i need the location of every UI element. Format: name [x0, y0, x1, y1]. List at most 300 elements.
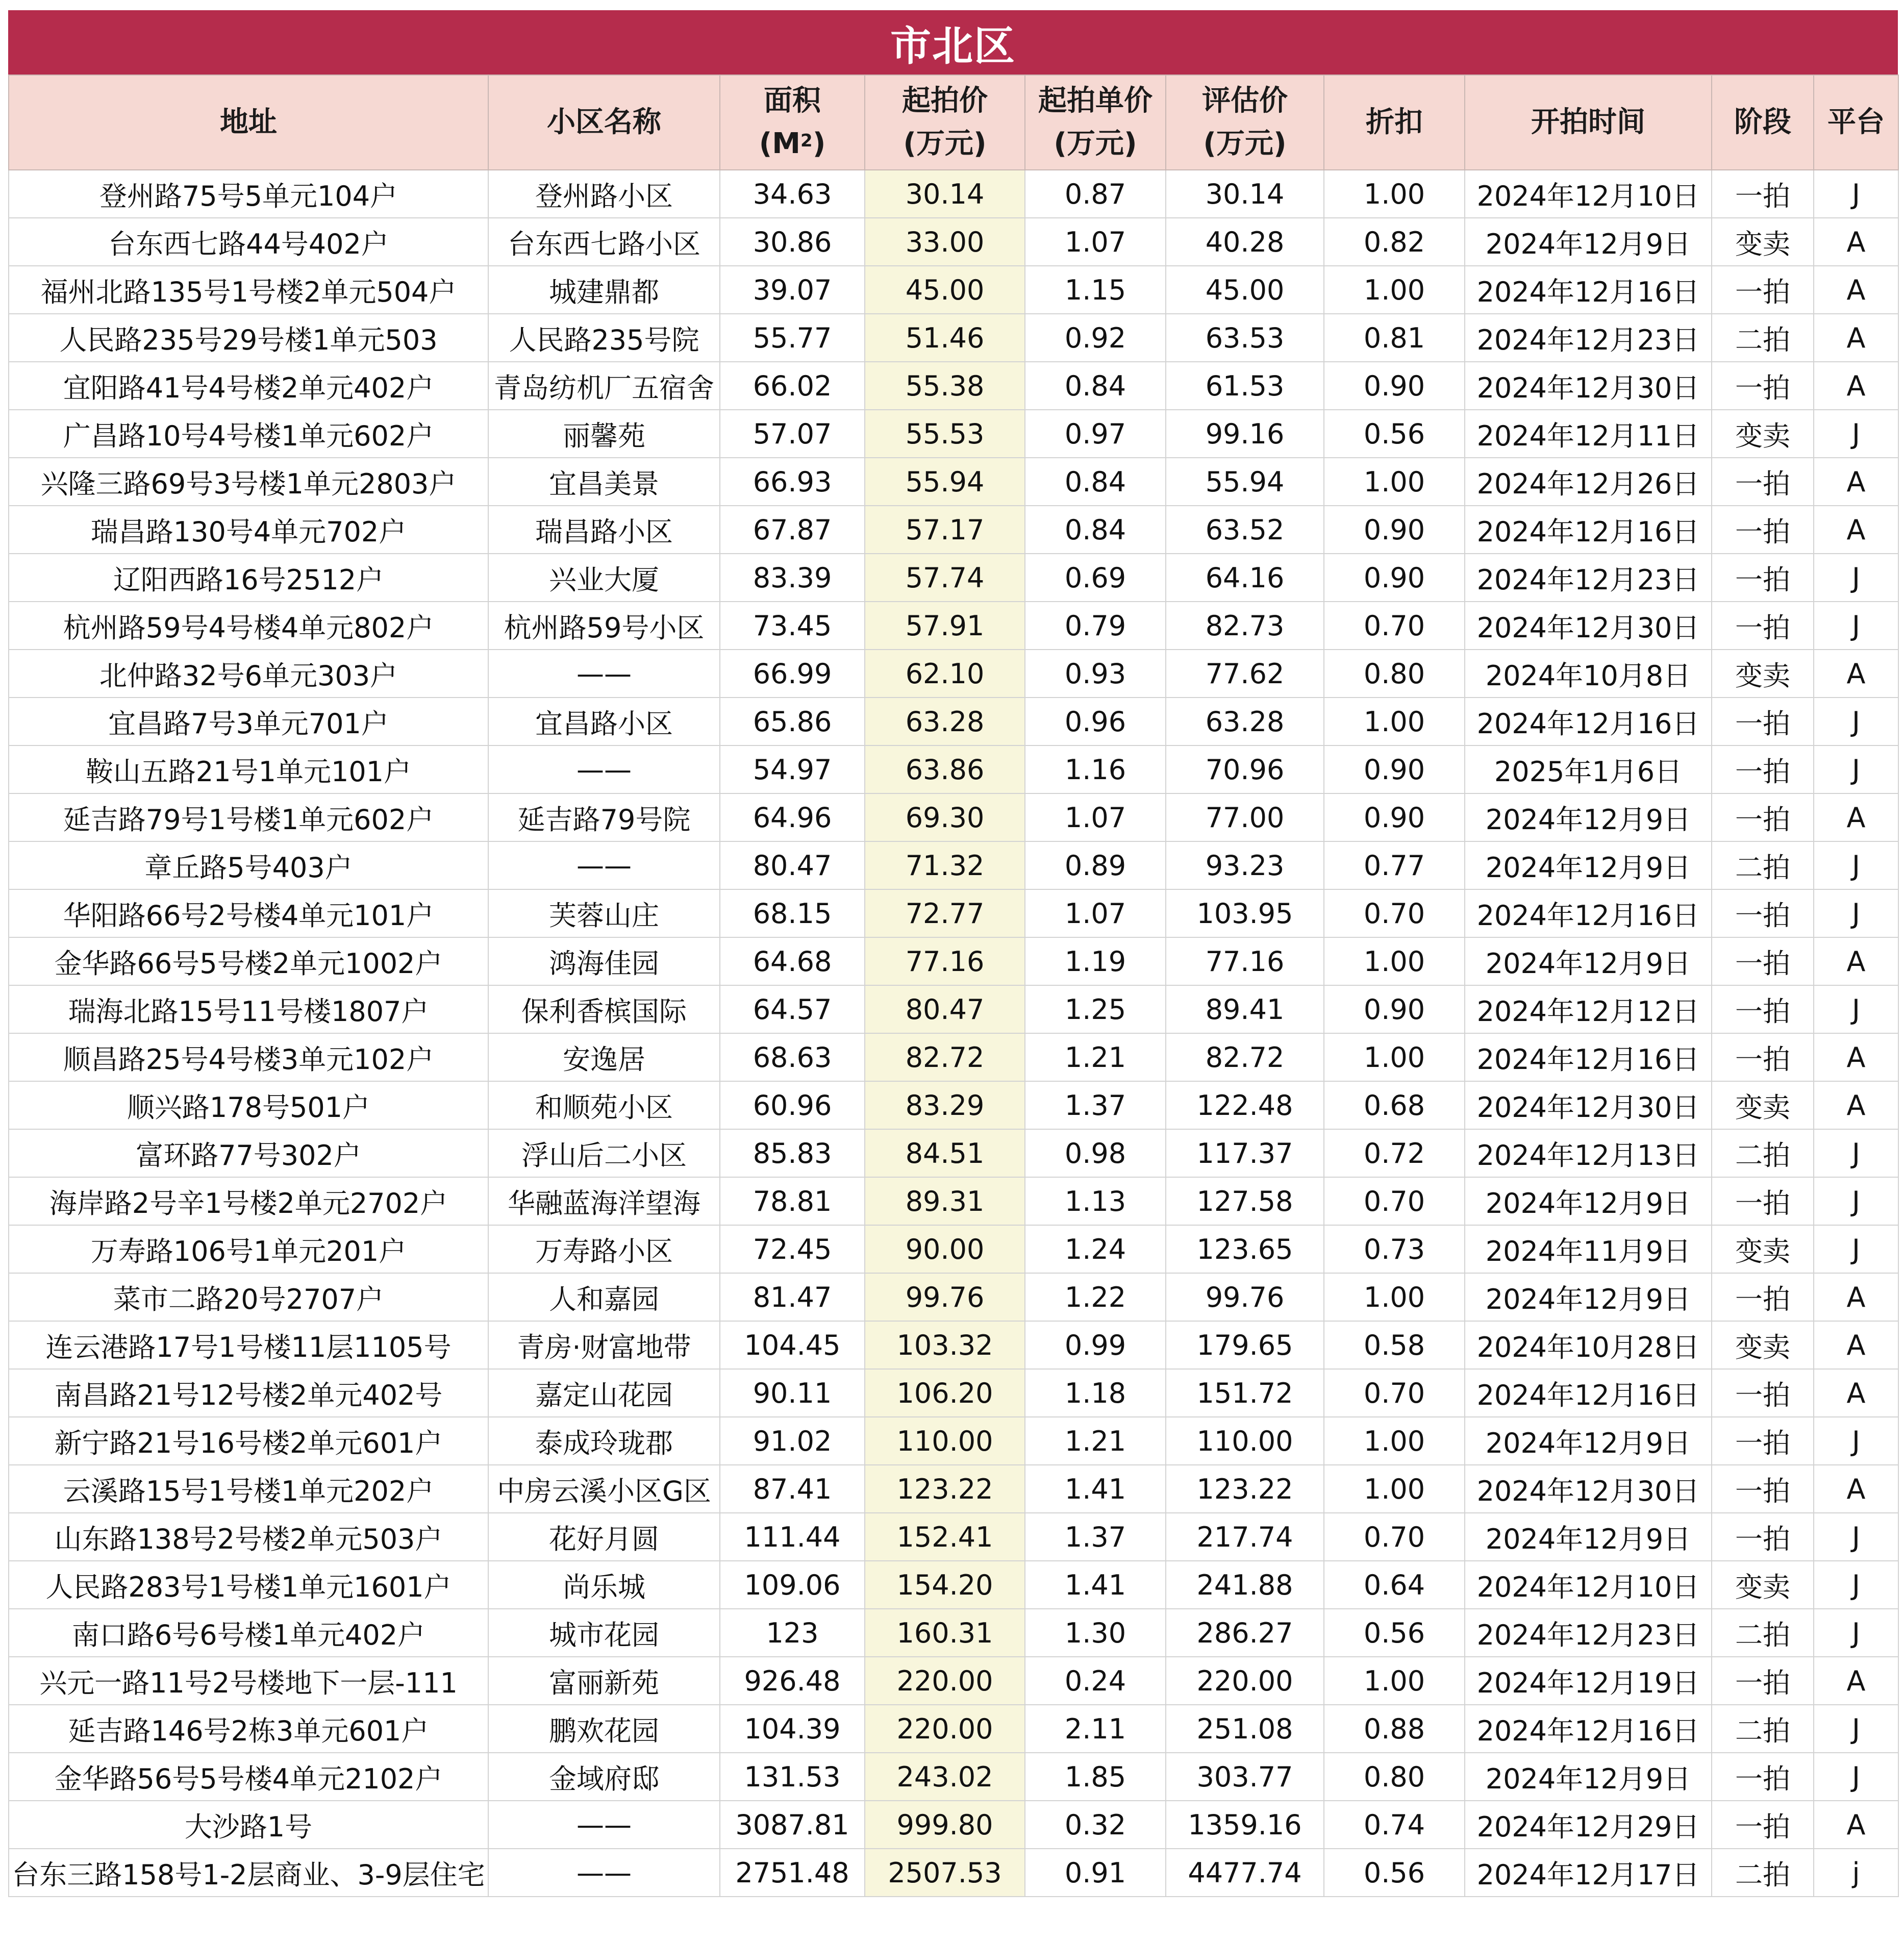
cell-appraisal[interactable]: 99.76: [1166, 1273, 1324, 1321]
cell-discount[interactable]: 0.90: [1324, 554, 1465, 602]
cell-start-price[interactable]: 77.16: [865, 937, 1025, 985]
cell-area[interactable]: 66.93: [720, 458, 865, 506]
cell-stage[interactable]: 一拍: [1712, 362, 1814, 410]
cell-stage[interactable]: 一拍: [1712, 937, 1814, 985]
cell-address[interactable]: 章丘路5号403户: [9, 841, 488, 889]
cell-area[interactable]: 87.41: [720, 1465, 865, 1513]
cell-start-time[interactable]: 2024年12月30日: [1465, 1081, 1712, 1129]
cell-address[interactable]: 大沙路1号: [9, 1801, 488, 1849]
cell-discount[interactable]: 0.70: [1324, 1177, 1465, 1225]
header-area[interactable]: 面积 $(M^2)$: [720, 75, 865, 170]
cell-area[interactable]: 78.81: [720, 1177, 865, 1225]
cell-address[interactable]: 北仲路32号6单元303户: [9, 650, 488, 698]
cell-address[interactable]: 连云港路17号1号楼11层1105号: [9, 1321, 488, 1369]
cell-stage[interactable]: 一拍: [1712, 745, 1814, 793]
cell-start-price[interactable]: 57.17: [865, 506, 1025, 554]
cell-unit-price[interactable]: 1.22: [1025, 1273, 1166, 1321]
cell-area[interactable]: 90.11: [720, 1369, 865, 1417]
cell-community[interactable]: 尚乐城: [488, 1561, 720, 1609]
cell-area[interactable]: 104.39: [720, 1705, 865, 1753]
cell-platform[interactable]: J: [1814, 170, 1898, 218]
cell-discount[interactable]: 0.58: [1324, 1321, 1465, 1369]
cell-appraisal[interactable]: 220.00: [1166, 1657, 1324, 1705]
cell-start-price[interactable]: 999.80: [865, 1801, 1025, 1849]
cell-start-price[interactable]: 99.76: [865, 1273, 1025, 1321]
cell-community[interactable]: 万寿路小区: [488, 1225, 720, 1273]
cell-start-time[interactable]: 2024年12月9日: [1465, 841, 1712, 889]
cell-unit-price[interactable]: 0.93: [1025, 650, 1166, 698]
cell-platform[interactable]: A: [1814, 650, 1898, 698]
cell-stage[interactable]: 变卖: [1712, 410, 1814, 458]
cell-address[interactable]: 登州路75号5单元104户: [9, 170, 488, 218]
cell-discount[interactable]: 0.56: [1324, 410, 1465, 458]
cell-discount[interactable]: 0.70: [1324, 1369, 1465, 1417]
cell-area[interactable]: 85.83: [720, 1129, 865, 1177]
cell-address[interactable]: 南昌路21号12号楼2单元402号: [9, 1369, 488, 1417]
cell-unit-price[interactable]: 1.07: [1025, 793, 1166, 841]
cell-unit-price[interactable]: 0.92: [1025, 314, 1166, 362]
cell-appraisal[interactable]: 151.72: [1166, 1369, 1324, 1417]
cell-stage[interactable]: 二拍: [1712, 1609, 1814, 1657]
cell-start-price[interactable]: 62.10: [865, 650, 1025, 698]
cell-unit-price[interactable]: 0.69: [1025, 554, 1166, 602]
cell-stage[interactable]: 一拍: [1712, 1753, 1814, 1801]
cell-unit-price[interactable]: 0.99: [1025, 1321, 1166, 1369]
cell-discount[interactable]: 0.80: [1324, 1753, 1465, 1801]
cell-start-time[interactable]: 2024年12月10日: [1465, 170, 1712, 218]
cell-appraisal[interactable]: 45.00: [1166, 266, 1324, 314]
cell-area[interactable]: 926.48: [720, 1657, 865, 1705]
cell-appraisal[interactable]: 117.37: [1166, 1129, 1324, 1177]
cell-start-time[interactable]: 2024年12月30日: [1465, 362, 1712, 410]
cell-platform[interactable]: J: [1814, 1225, 1898, 1273]
cell-appraisal[interactable]: 70.96: [1166, 745, 1324, 793]
header-community[interactable]: 小区名称: [488, 75, 720, 170]
cell-start-price[interactable]: 71.32: [865, 841, 1025, 889]
header-start-time[interactable]: 开拍时间: [1465, 75, 1712, 170]
cell-start-time[interactable]: 2024年12月26日: [1465, 458, 1712, 506]
cell-address[interactable]: 延吉路146号2栋3单元601户: [9, 1705, 488, 1753]
cell-platform[interactable]: J: [1814, 602, 1898, 650]
cell-start-price[interactable]: 154.20: [865, 1561, 1025, 1609]
cell-address[interactable]: 南口路6号6号楼1单元402户: [9, 1609, 488, 1657]
cell-community[interactable]: 青岛纺机厂五宿舍: [488, 362, 720, 410]
cell-appraisal[interactable]: 82.73: [1166, 602, 1324, 650]
cell-start-time[interactable]: 2024年12月16日: [1465, 1369, 1712, 1417]
cell-community[interactable]: 人和嘉园: [488, 1273, 720, 1321]
cell-address[interactable]: 鞍山五路21号1单元101户: [9, 745, 488, 793]
cell-platform[interactable]: J: [1814, 554, 1898, 602]
cell-discount[interactable]: 0.73: [1324, 1225, 1465, 1273]
cell-appraisal[interactable]: 55.94: [1166, 458, 1324, 506]
cell-stage[interactable]: 一拍: [1712, 554, 1814, 602]
cell-community[interactable]: 延吉路79号院: [488, 793, 720, 841]
cell-unit-price[interactable]: 0.97: [1025, 410, 1166, 458]
cell-area[interactable]: 68.63: [720, 1033, 865, 1081]
cell-start-price[interactable]: 72.77: [865, 889, 1025, 937]
cell-discount[interactable]: 0.64: [1324, 1561, 1465, 1609]
cell-appraisal[interactable]: 99.16: [1166, 410, 1324, 458]
cell-start-price[interactable]: 243.02: [865, 1753, 1025, 1801]
cell-community[interactable]: 城市花园: [488, 1609, 720, 1657]
cell-discount[interactable]: 0.82: [1324, 218, 1465, 266]
cell-discount[interactable]: 0.77: [1324, 841, 1465, 889]
header-stage[interactable]: 阶段: [1712, 75, 1814, 170]
cell-appraisal[interactable]: 61.53: [1166, 362, 1324, 410]
cell-stage[interactable]: 一拍: [1712, 985, 1814, 1033]
cell-platform[interactable]: A: [1814, 1801, 1898, 1849]
cell-address[interactable]: 人民路235号29号楼1单元503: [9, 314, 488, 362]
cell-start-time[interactable]: 2024年11月9日: [1465, 1225, 1712, 1273]
cell-discount[interactable]: 0.70: [1324, 1513, 1465, 1561]
cell-address[interactable]: 延吉路79号1号楼1单元602户: [9, 793, 488, 841]
cell-discount[interactable]: 0.90: [1324, 362, 1465, 410]
cell-area[interactable]: 30.86: [720, 218, 865, 266]
cell-stage[interactable]: 一拍: [1712, 170, 1814, 218]
cell-start-price[interactable]: 69.30: [865, 793, 1025, 841]
cell-area[interactable]: 83.39: [720, 554, 865, 602]
cell-area[interactable]: 91.02: [720, 1417, 865, 1465]
cell-address[interactable]: 台东西七路44号402户: [9, 218, 488, 266]
cell-appraisal[interactable]: 89.41: [1166, 985, 1324, 1033]
cell-stage[interactable]: 变卖: [1712, 218, 1814, 266]
cell-start-time[interactable]: 2024年12月9日: [1465, 1513, 1712, 1561]
cell-discount[interactable]: 0.70: [1324, 602, 1465, 650]
cell-area[interactable]: 34.63: [720, 170, 865, 218]
cell-discount[interactable]: 0.90: [1324, 506, 1465, 554]
cell-platform[interactable]: A: [1814, 793, 1898, 841]
cell-start-price[interactable]: 90.00: [865, 1225, 1025, 1273]
cell-community[interactable]: 鹏欢花园: [488, 1705, 720, 1753]
cell-unit-price[interactable]: 1.21: [1025, 1417, 1166, 1465]
cell-community[interactable]: 保利香槟国际: [488, 985, 720, 1033]
cell-unit-price[interactable]: 1.13: [1025, 1177, 1166, 1225]
cell-platform[interactable]: A: [1814, 1465, 1898, 1513]
cell-address[interactable]: 辽阳西路16号2512户: [9, 554, 488, 602]
cell-discount[interactable]: 0.90: [1324, 745, 1465, 793]
cell-stage[interactable]: 一拍: [1712, 1657, 1814, 1705]
cell-unit-price[interactable]: 0.91: [1025, 1849, 1166, 1897]
cell-address[interactable]: 富环路77号302户: [9, 1129, 488, 1177]
cell-platform[interactable]: J: [1814, 1417, 1898, 1465]
cell-stage[interactable]: 一拍: [1712, 1369, 1814, 1417]
cell-start-time[interactable]: 2024年12月9日: [1465, 1417, 1712, 1465]
cell-start-time[interactable]: 2024年12月30日: [1465, 1465, 1712, 1513]
cell-stage[interactable]: 一拍: [1712, 506, 1814, 554]
cell-appraisal[interactable]: 127.58: [1166, 1177, 1324, 1225]
cell-address[interactable]: 新宁路21号16号楼2单元601户: [9, 1417, 488, 1465]
cell-address[interactable]: 金华路66号5号楼2单元1002户: [9, 937, 488, 985]
cell-start-time[interactable]: 2024年12月9日: [1465, 793, 1712, 841]
cell-stage[interactable]: 一拍: [1712, 1513, 1814, 1561]
cell-area[interactable]: 64.68: [720, 937, 865, 985]
cell-start-price[interactable]: 55.53: [865, 410, 1025, 458]
cell-community[interactable]: ——: [488, 1801, 720, 1849]
cell-discount[interactable]: 0.74: [1324, 1801, 1465, 1849]
cell-appraisal[interactable]: 93.23: [1166, 841, 1324, 889]
cell-start-time[interactable]: 2024年12月10日: [1465, 1561, 1712, 1609]
cell-community[interactable]: 丽馨苑: [488, 410, 720, 458]
cell-community[interactable]: 泰成玲珑郡: [488, 1417, 720, 1465]
cell-start-price[interactable]: 55.38: [865, 362, 1025, 410]
cell-unit-price[interactable]: 1.24: [1025, 1225, 1166, 1273]
cell-unit-price[interactable]: 1.07: [1025, 218, 1166, 266]
cell-community[interactable]: 安逸居: [488, 1033, 720, 1081]
cell-start-time[interactable]: 2024年12月11日: [1465, 410, 1712, 458]
cell-appraisal[interactable]: 123.22: [1166, 1465, 1324, 1513]
cell-community[interactable]: 嘉定山花园: [488, 1369, 720, 1417]
cell-stage[interactable]: 一拍: [1712, 266, 1814, 314]
cell-start-time[interactable]: 2024年12月23日: [1465, 554, 1712, 602]
cell-community[interactable]: 宜昌路小区: [488, 698, 720, 745]
cell-address[interactable]: 华阳路66号2号楼4单元101户: [9, 889, 488, 937]
cell-appraisal[interactable]: 63.52: [1166, 506, 1324, 554]
cell-unit-price[interactable]: 2.11: [1025, 1705, 1166, 1753]
cell-stage[interactable]: 一拍: [1712, 1465, 1814, 1513]
cell-platform[interactable]: A: [1814, 506, 1898, 554]
cell-start-price[interactable]: 220.00: [865, 1705, 1025, 1753]
cell-unit-price[interactable]: 0.84: [1025, 362, 1166, 410]
cell-appraisal[interactable]: 4477.74: [1166, 1849, 1324, 1897]
cell-start-time[interactable]: 2024年12月13日: [1465, 1129, 1712, 1177]
cell-discount[interactable]: 0.80: [1324, 650, 1465, 698]
cell-address[interactable]: 瑞海北路15号11号楼1807户: [9, 985, 488, 1033]
cell-appraisal[interactable]: 179.65: [1166, 1321, 1324, 1369]
cell-start-time[interactable]: 2024年12月9日: [1465, 1273, 1712, 1321]
cell-start-price[interactable]: 80.47: [865, 985, 1025, 1033]
cell-start-time[interactable]: 2024年12月9日: [1465, 937, 1712, 985]
cell-appraisal[interactable]: 110.00: [1166, 1417, 1324, 1465]
cell-address[interactable]: 人民路283号1号楼1单元1601户: [9, 1561, 488, 1609]
cell-unit-price[interactable]: 1.18: [1025, 1369, 1166, 1417]
cell-start-price[interactable]: 160.31: [865, 1609, 1025, 1657]
cell-unit-price[interactable]: 1.19: [1025, 937, 1166, 985]
cell-discount[interactable]: 1.00: [1324, 1033, 1465, 1081]
cell-area[interactable]: 2751.48: [720, 1849, 865, 1897]
cell-area[interactable]: 3087.81: [720, 1801, 865, 1849]
cell-area[interactable]: 109.06: [720, 1561, 865, 1609]
cell-discount[interactable]: 0.56: [1324, 1849, 1465, 1897]
cell-appraisal[interactable]: 286.27: [1166, 1609, 1324, 1657]
cell-stage[interactable]: 变卖: [1712, 1081, 1814, 1129]
header-appraisal[interactable]: 评估价 (万元): [1166, 75, 1324, 170]
cell-appraisal[interactable]: 63.53: [1166, 314, 1324, 362]
cell-start-time[interactable]: 2024年12月16日: [1465, 506, 1712, 554]
cell-discount[interactable]: 0.81: [1324, 314, 1465, 362]
cell-platform[interactable]: A: [1814, 937, 1898, 985]
cell-appraisal[interactable]: 63.28: [1166, 698, 1324, 745]
cell-start-time[interactable]: 2024年12月16日: [1465, 1705, 1712, 1753]
cell-community[interactable]: 鸿海佳园: [488, 937, 720, 985]
cell-stage[interactable]: 二拍: [1712, 314, 1814, 362]
cell-discount[interactable]: 0.56: [1324, 1609, 1465, 1657]
cell-address[interactable]: 广昌路10号4号楼1单元602户: [9, 410, 488, 458]
cell-area[interactable]: 80.47: [720, 841, 865, 889]
cell-start-time[interactable]: 2024年12月30日: [1465, 602, 1712, 650]
cell-stage[interactable]: 变卖: [1712, 650, 1814, 698]
cell-area[interactable]: 54.97: [720, 745, 865, 793]
cell-appraisal[interactable]: 82.72: [1166, 1033, 1324, 1081]
header-start-price[interactable]: 起拍价 (万元): [865, 75, 1025, 170]
cell-discount[interactable]: 0.88: [1324, 1705, 1465, 1753]
cell-appraisal[interactable]: 217.74: [1166, 1513, 1324, 1561]
cell-start-price[interactable]: 110.00: [865, 1417, 1025, 1465]
cell-area[interactable]: 104.45: [720, 1321, 865, 1369]
cell-appraisal[interactable]: 251.08: [1166, 1705, 1324, 1753]
cell-start-time[interactable]: 2024年12月9日: [1465, 1177, 1712, 1225]
cell-community[interactable]: ——: [488, 745, 720, 793]
cell-community[interactable]: 人民路235号院: [488, 314, 720, 362]
cell-start-price[interactable]: 45.00: [865, 266, 1025, 314]
cell-area[interactable]: 123: [720, 1609, 865, 1657]
cell-community[interactable]: 瑞昌路小区: [488, 506, 720, 554]
cell-community[interactable]: 登州路小区: [488, 170, 720, 218]
cell-unit-price[interactable]: 1.25: [1025, 985, 1166, 1033]
cell-platform[interactable]: J: [1814, 889, 1898, 937]
cell-community[interactable]: 中房云溪小区G区: [488, 1465, 720, 1513]
cell-discount[interactable]: 0.68: [1324, 1081, 1465, 1129]
cell-stage[interactable]: 一拍: [1712, 889, 1814, 937]
cell-platform[interactable]: A: [1814, 362, 1898, 410]
cell-platform[interactable]: j: [1814, 1849, 1898, 1897]
cell-platform[interactable]: A: [1814, 1369, 1898, 1417]
cell-platform[interactable]: A: [1814, 218, 1898, 266]
cell-area[interactable]: 72.45: [720, 1225, 865, 1273]
cell-start-time[interactable]: 2024年12月16日: [1465, 1033, 1712, 1081]
cell-start-time[interactable]: 2024年12月23日: [1465, 314, 1712, 362]
cell-stage[interactable]: 一拍: [1712, 1417, 1814, 1465]
cell-stage[interactable]: 二拍: [1712, 1129, 1814, 1177]
cell-area[interactable]: 73.45: [720, 602, 865, 650]
cell-discount[interactable]: 1.00: [1324, 458, 1465, 506]
cell-community[interactable]: 宜昌美景: [488, 458, 720, 506]
cell-stage[interactable]: 二拍: [1712, 1705, 1814, 1753]
cell-stage[interactable]: 一拍: [1712, 458, 1814, 506]
cell-start-time[interactable]: 2024年12月16日: [1465, 889, 1712, 937]
cell-discount[interactable]: 1.00: [1324, 266, 1465, 314]
cell-start-time[interactable]: 2024年12月12日: [1465, 985, 1712, 1033]
cell-appraisal[interactable]: 241.88: [1166, 1561, 1324, 1609]
cell-platform[interactable]: A: [1814, 458, 1898, 506]
cell-community[interactable]: 花好月圆: [488, 1513, 720, 1561]
cell-unit-price[interactable]: 1.37: [1025, 1513, 1166, 1561]
cell-start-price[interactable]: 220.00: [865, 1657, 1025, 1705]
cell-start-time[interactable]: 2024年12月16日: [1465, 698, 1712, 745]
cell-discount[interactable]: 1.00: [1324, 698, 1465, 745]
cell-start-price[interactable]: 84.51: [865, 1129, 1025, 1177]
cell-area[interactable]: 60.96: [720, 1081, 865, 1129]
cell-appraisal[interactable]: 30.14: [1166, 170, 1324, 218]
cell-area[interactable]: 111.44: [720, 1513, 865, 1561]
cell-address[interactable]: 万寿路106号1单元201户: [9, 1225, 488, 1273]
cell-start-time[interactable]: 2024年12月16日: [1465, 266, 1712, 314]
cell-stage[interactable]: 一拍: [1712, 1801, 1814, 1849]
cell-stage[interactable]: 变卖: [1712, 1561, 1814, 1609]
cell-platform[interactable]: J: [1814, 410, 1898, 458]
cell-discount[interactable]: 0.90: [1324, 793, 1465, 841]
cell-area[interactable]: 67.87: [720, 506, 865, 554]
cell-community[interactable]: 青房·财富地带: [488, 1321, 720, 1369]
cell-unit-price[interactable]: 1.30: [1025, 1609, 1166, 1657]
cell-address[interactable]: 金华路56号5号楼4单元2102户: [9, 1753, 488, 1801]
cell-appraisal[interactable]: 40.28: [1166, 218, 1324, 266]
cell-start-price[interactable]: 89.31: [865, 1177, 1025, 1225]
cell-community[interactable]: 芙蓉山庄: [488, 889, 720, 937]
cell-discount[interactable]: 1.00: [1324, 1417, 1465, 1465]
cell-start-time[interactable]: 2024年12月17日: [1465, 1849, 1712, 1897]
cell-address[interactable]: 菜市二路20号2707户: [9, 1273, 488, 1321]
cell-discount[interactable]: 0.70: [1324, 889, 1465, 937]
cell-address[interactable]: 瑞昌路130号4单元702户: [9, 506, 488, 554]
cell-stage[interactable]: 一拍: [1712, 698, 1814, 745]
cell-unit-price[interactable]: 1.21: [1025, 1033, 1166, 1081]
cell-start-time[interactable]: 2024年12月23日: [1465, 1609, 1712, 1657]
cell-appraisal[interactable]: 77.62: [1166, 650, 1324, 698]
cell-unit-price[interactable]: 0.98: [1025, 1129, 1166, 1177]
cell-community[interactable]: 富丽新苑: [488, 1657, 720, 1705]
cell-start-time[interactable]: 2024年10月8日: [1465, 650, 1712, 698]
cell-unit-price[interactable]: 0.32: [1025, 1801, 1166, 1849]
cell-address[interactable]: 顺昌路25号4号楼3单元102户: [9, 1033, 488, 1081]
cell-start-price[interactable]: 82.72: [865, 1033, 1025, 1081]
cell-discount[interactable]: 1.00: [1324, 1657, 1465, 1705]
cell-discount[interactable]: 0.90: [1324, 985, 1465, 1033]
cell-community[interactable]: 杭州路59号小区: [488, 602, 720, 650]
cell-appraisal[interactable]: 1359.16: [1166, 1801, 1324, 1849]
cell-address[interactable]: 宜阳路41号4号楼2单元402户: [9, 362, 488, 410]
cell-platform[interactable]: J: [1814, 1513, 1898, 1561]
cell-address[interactable]: 山东路138号2号楼2单元503户: [9, 1513, 488, 1561]
cell-platform[interactable]: J: [1814, 841, 1898, 889]
cell-address[interactable]: 宜昌路7号3单元701户: [9, 698, 488, 745]
cell-platform[interactable]: J: [1814, 1609, 1898, 1657]
cell-address[interactable]: 海岸路2号辛1号楼2单元2702户: [9, 1177, 488, 1225]
cell-address[interactable]: 兴元一路11号2号楼地下一层-111: [9, 1657, 488, 1705]
cell-appraisal[interactable]: 77.16: [1166, 937, 1324, 985]
cell-community[interactable]: 台东西七路小区: [488, 218, 720, 266]
cell-appraisal[interactable]: 123.65: [1166, 1225, 1324, 1273]
cell-area[interactable]: 81.47: [720, 1273, 865, 1321]
cell-community[interactable]: ——: [488, 650, 720, 698]
cell-stage[interactable]: 一拍: [1712, 1273, 1814, 1321]
cell-community[interactable]: 金域府邸: [488, 1753, 720, 1801]
cell-appraisal[interactable]: 122.48: [1166, 1081, 1324, 1129]
cell-stage[interactable]: 一拍: [1712, 793, 1814, 841]
cell-stage[interactable]: 一拍: [1712, 602, 1814, 650]
cell-unit-price[interactable]: 0.89: [1025, 841, 1166, 889]
cell-area[interactable]: 66.02: [720, 362, 865, 410]
cell-area[interactable]: 66.99: [720, 650, 865, 698]
header-discount[interactable]: 折扣: [1324, 75, 1465, 170]
cell-unit-price[interactable]: 0.24: [1025, 1657, 1166, 1705]
cell-area[interactable]: 57.07: [720, 410, 865, 458]
cell-start-price[interactable]: 152.41: [865, 1513, 1025, 1561]
cell-start-price[interactable]: 57.91: [865, 602, 1025, 650]
cell-community[interactable]: 和顺苑小区: [488, 1081, 720, 1129]
cell-platform[interactable]: A: [1814, 266, 1898, 314]
cell-start-time[interactable]: 2024年12月29日: [1465, 1801, 1712, 1849]
cell-start-price[interactable]: 2507.53: [865, 1849, 1025, 1897]
header-unit-price[interactable]: 起拍单价 (万元): [1025, 75, 1166, 170]
cell-platform[interactable]: A: [1814, 1273, 1898, 1321]
cell-start-time[interactable]: 2025年1月6日: [1465, 745, 1712, 793]
cell-platform[interactable]: J: [1814, 698, 1898, 745]
cell-platform[interactable]: A: [1814, 1081, 1898, 1129]
cell-address[interactable]: 顺兴路178号501户: [9, 1081, 488, 1129]
cell-unit-price[interactable]: 1.41: [1025, 1465, 1166, 1513]
cell-discount[interactable]: 1.00: [1324, 170, 1465, 218]
cell-community[interactable]: 兴业大厦: [488, 554, 720, 602]
